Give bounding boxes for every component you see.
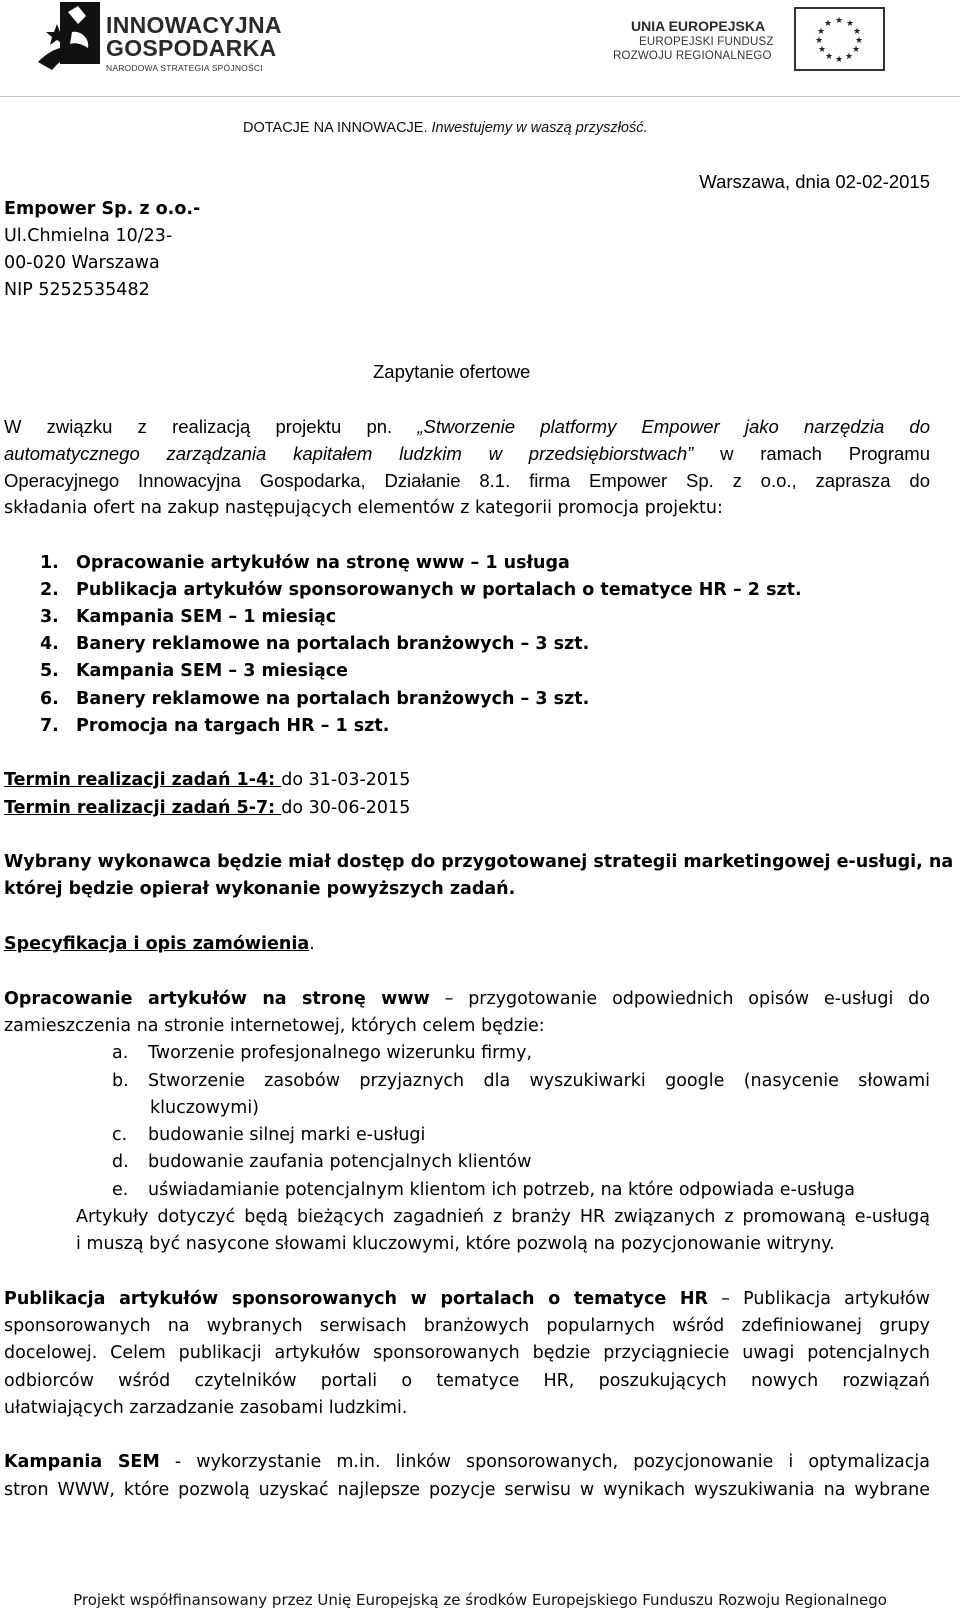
list-item-num: 2.: [40, 580, 59, 600]
articles-l1-rest: – przygotowanie odpowiednich opisów e-usługi do: [444, 989, 930, 1009]
list-item: Kampania SEM – 3 miesiące: [76, 661, 349, 681]
deadline-value: do 31-03-2015: [281, 770, 411, 790]
articles-line-2: zamieszczenia na stronie internetowej, których celem będzie:: [4, 1016, 545, 1036]
eu-logo-title: UNIA EUROPEJSKA: [631, 18, 766, 34]
svg-text:★: ★: [824, 52, 834, 62]
eu-flag-icon: [794, 7, 885, 71]
intro-l1-b: „Stworzenie platformy Empower jako narzędzia do: [417, 416, 931, 437]
sender-street: Ul.Chmielna 10/23-: [4, 226, 173, 246]
list-item-num: 5.: [40, 661, 59, 681]
deadline-label: Termin realizacji zadań 5-7:: [4, 798, 282, 818]
subitem-letter: d.: [112, 1152, 129, 1172]
subitem: budowanie zaufania potencjalnych klientów: [148, 1152, 532, 1172]
subitem-letter: e.: [112, 1180, 129, 1200]
eu-logo-line2: EUROPEJSKI FUNDUSZ: [639, 36, 774, 48]
intro-line-4: składania ofert na zakup następujących elementów z kategorii promocja projektu:: [4, 498, 723, 518]
list-item-num: 7.: [40, 716, 59, 736]
intro-l2-a: automatycznego zarządzania kapitałem ludzkim w przedsiębiorstwach”: [4, 443, 694, 464]
sem-line-1: [4, 1448, 930, 1476]
document-title: Zapytanie ofertowe: [373, 361, 531, 382]
subitem-letter: c.: [112, 1125, 128, 1145]
articles-line-1: [4, 985, 930, 1013]
sender-nip: NIP 5252535482: [4, 280, 150, 300]
articles-title: Opracowanie artykułów na stronę www: [4, 989, 430, 1009]
sender-city: 00-020 Warszawa: [4, 253, 160, 273]
spec-heading: [4, 930, 315, 958]
articles-note-line-1: Artykuły dotyczyć będą bieżących zagadnień z branży HR związanych z promowaną e-usługą: [76, 1207, 930, 1227]
innowacyjna-gospodarka-logo: [38, 0, 298, 72]
publication-line-3: docelowej. Celem publikacji artykułów sponsorowanych będzie przyciągniecie uwagi potencjalnych: [4, 1343, 930, 1363]
svg-text:★: ★: [816, 27, 826, 37]
intro-l1-a: W związku z realizacją projektu pn.: [4, 416, 393, 437]
publication-line-1: [4, 1285, 930, 1313]
contractor-line-1: Wybrany wykonawca będzie miał dostęp do przygotowanej strategii marketingowej e-usługi, na: [4, 852, 954, 872]
tagline-italic: Inwestujemy w waszą przyszłość.: [431, 120, 648, 136]
publication-line-2: sponsorowanych na wybranych serwisach branżowych popularnych wśród zdefiniowanej grupy: [4, 1316, 930, 1336]
ig-logo-line1: INNOWACYJNA: [106, 12, 282, 38]
articles-note-line-2: i muszą być nasycone słowami kluczowymi, które pozwolą na pozycjonowanie witryny.: [76, 1234, 835, 1254]
contractor-line-2: której będzie opierał wykonanie powyższych zadań.: [4, 879, 516, 899]
subitem: uświadamianie potencjalnym klientom ich potrzeb, na które odpowiada e-usługa: [148, 1180, 855, 1200]
intro-l2-b: w ramach Programu: [720, 443, 930, 464]
publication-line-4: odbiorców wśród czytelników portali o tematyce HR, poszukujących nowych rozwiązań: [4, 1371, 930, 1391]
svg-text:★: ★: [852, 27, 862, 37]
eu-logo: [613, 0, 885, 80]
list-item-num: 6.: [40, 689, 59, 709]
deadline-value: do 30-06-2015: [281, 798, 411, 818]
svg-text:★: ★: [814, 36, 824, 46]
svg-text:★: ★: [845, 19, 855, 29]
subitem-letter: b.: [112, 1071, 129, 1091]
intro-line-1: [4, 413, 930, 441]
place-date: Warszawa, dnia 02-02-2015: [699, 171, 930, 192]
list-item: Banery reklamowe na portalach branżowych – 3 szt.: [76, 634, 590, 654]
svg-text:★: ★: [817, 45, 827, 55]
ig-logo-subtitle: NARODOWA STRATEGIA SPÓJNOŚCI: [106, 63, 263, 73]
list-item-num: 3.: [40, 607, 59, 627]
list-item: Kampania SEM – 1 miesiąc: [76, 607, 337, 627]
spec-heading-text: Specyfikacja i opis zamówienia: [4, 934, 310, 954]
intro-line-2: [4, 440, 930, 468]
publication-title: Publikacja artykułów sponsorowanych w portalach o tematyce HR: [4, 1289, 709, 1309]
sem-l1-rest: - wykorzystanie m.in. linków sponsorowanych, pozycjonowanie i optymalizacja: [174, 1452, 930, 1472]
publication-line-5: ułatwiających zarzadzanie zasobami ludzkimi.: [4, 1398, 408, 1418]
sem-title: Kampania SEM: [4, 1452, 160, 1472]
sem-line-2: stron WWW, które pozwolą uzyskać najlepsze pozycje serwisu w wynikach wyszukiwania na wybrane: [4, 1480, 930, 1500]
list-item-num: 4.: [40, 634, 59, 654]
spec-heading-end: .: [309, 934, 315, 954]
subitem-letter: a.: [112, 1043, 129, 1063]
svg-text:★: ★: [834, 55, 844, 65]
list-item: Opracowanie artykułów na stronę www – 1 usługa: [76, 553, 570, 573]
svg-text:★: ★: [844, 52, 854, 62]
ig-star-emblem-icon: [38, 2, 100, 76]
subitem: Stworzenie zasobów przyjaznych dla wyszukiwarki google (nasycenie słowami: [148, 1071, 930, 1091]
tagline-plain: DOTACJE NA INNOWACJE.: [243, 120, 428, 136]
deadline-1: [4, 766, 410, 794]
list-item: Publikacja artykułów sponsorowanych w portalach o tematyce HR – 2 szt.: [76, 580, 802, 600]
subitem: Tworzenie profesjonalnego wizerunku firmy,: [148, 1043, 533, 1063]
svg-text:★: ★: [823, 19, 833, 29]
subitem-continuation: kluczowymi): [150, 1098, 260, 1118]
deadline-label: Termin realizacji zadań 1-4:: [4, 770, 282, 790]
svg-text:★: ★: [854, 36, 864, 46]
eu-logo-line3: ROZWOJU REGIONALNEGO: [613, 50, 772, 62]
header-divider: [0, 96, 960, 97]
sender-company: Empower Sp. z o.o.-: [4, 199, 201, 219]
svg-text:★: ★: [834, 16, 844, 26]
ig-logo-name: [106, 14, 282, 60]
ig-logo-line2: GOSPODARKA: [106, 35, 277, 61]
list-item: Promocja na targach HR – 1 szt.: [76, 716, 390, 736]
page-footer: Projekt współfinansowany przez Unię Europejską ze środków Europejskiego Funduszu Rozwoju Regionalnego: [73, 1591, 887, 1609]
header-tagline: [243, 120, 647, 136]
list-item: Banery reklamowe na portalach branżowych – 3 szt.: [76, 689, 590, 709]
subitem: budowanie silnej marki e-usługi: [148, 1125, 426, 1145]
publication-l1-rest: – Publikacja artykułów: [721, 1289, 930, 1309]
svg-text:★: ★: [851, 45, 861, 55]
intro-line-3: Operacyjnego Innowacyjna Gospodarka, Działanie 8.1. firma Empower Sp. z o.o., zaprasza do: [4, 470, 930, 491]
deadline-2: [4, 794, 410, 822]
list-item-num: 1.: [40, 553, 59, 573]
